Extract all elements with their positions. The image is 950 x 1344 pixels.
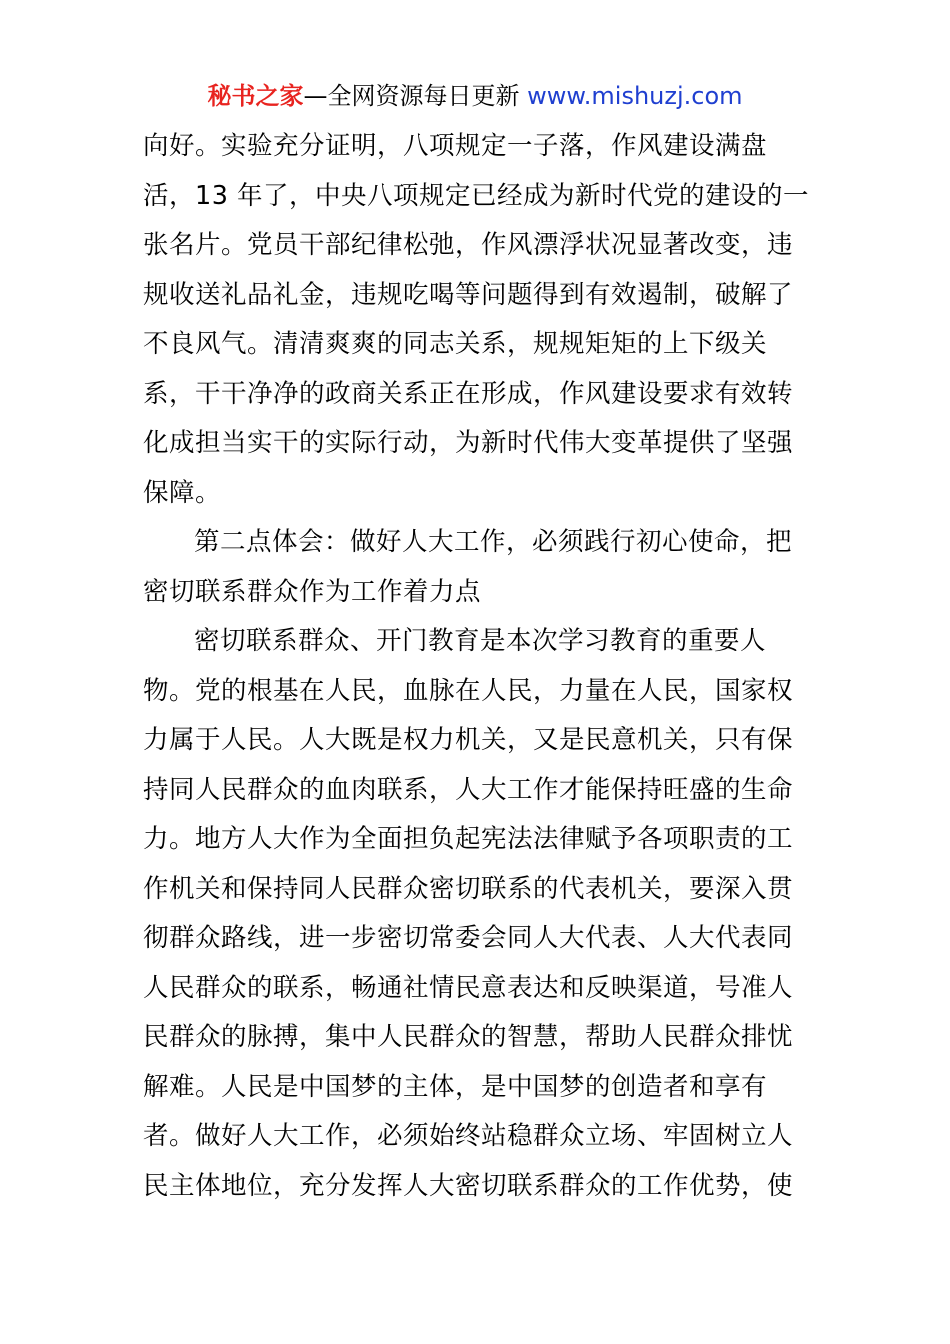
text-line: 保障。	[143, 477, 222, 508]
text-line: 不良风气。清清爽爽的同志关系，规规矩矩的上下级关	[143, 329, 768, 359]
text-line: 民主体地位，充分发挥人大密切联系群众的工作优势，使	[143, 1170, 794, 1201]
site-url[interactable]: www.mishuzj.com	[527, 82, 743, 110]
text-line: 密切联系群众、开门教育是本次学习教育的重要人	[194, 626, 767, 656]
text-line: 解难。人民是中国梦的主体，是中国梦的创造者和享有	[143, 1071, 768, 1102]
text-line: 化成担当实干的实际行动，为新时代伟大变革提供了坚强	[143, 428, 794, 458]
document-body	[143, 122, 809, 1211]
text-line: 民群众的脉搏，集中人民群众的智慧，帮助人民群众排忧	[143, 1022, 794, 1052]
header-slogan: —全网资源每日更新	[303, 82, 528, 110]
text-line: 向好。实验充分证明，八项规定一子落，作风建设满盘	[143, 131, 768, 161]
brand-name: 秘书之家	[207, 82, 304, 110]
page-header	[0, 78, 950, 114]
text-line: 系，干干净净的政商关系正在形成，作风建设要求有效转	[143, 378, 794, 409]
text-line: 作机关和保持同人民群众密切联系的代表机关，要深入贯	[143, 873, 794, 904]
text-line: 规收送礼品礼金，违规吃喝等问题得到有效遏制，破解了	[143, 279, 794, 310]
text-line: 活，13 年了，中央八项规定已经成为新时代党的建设的一	[143, 180, 810, 211]
section-heading-line: 密切联系群众作为工作着力点	[143, 576, 482, 607]
text-line: 张名片。党员干部纪律松弛，作风漂浮状况显著改变，违	[143, 230, 794, 260]
section-heading-line: 第二点体会：做好人大工作，必须践行初心使命，把	[194, 527, 793, 557]
text-line: 人民群众的联系，畅通社情民意表达和反映渠道，号准人	[143, 972, 794, 1003]
text-line: 力属于人民。人大既是权力机关，又是民意机关，只有保	[143, 725, 794, 755]
text-line: 物。党的根基在人民，血脉在人民，力量在人民，国家权	[143, 675, 794, 706]
text-line: 持同人民群众的血肉联系，人大工作才能保持旺盛的生命	[143, 774, 794, 805]
text-line: 力。地方人大作为全面担负起宪法法律赋予各项职责的工	[143, 824, 794, 854]
text-line: 者。做好人大工作，必须始终站稳群众立场、牢固树立人	[143, 1121, 794, 1151]
text-line: 彻群众路线，进一步密切常委会同人大代表、人大代表同	[143, 923, 794, 953]
